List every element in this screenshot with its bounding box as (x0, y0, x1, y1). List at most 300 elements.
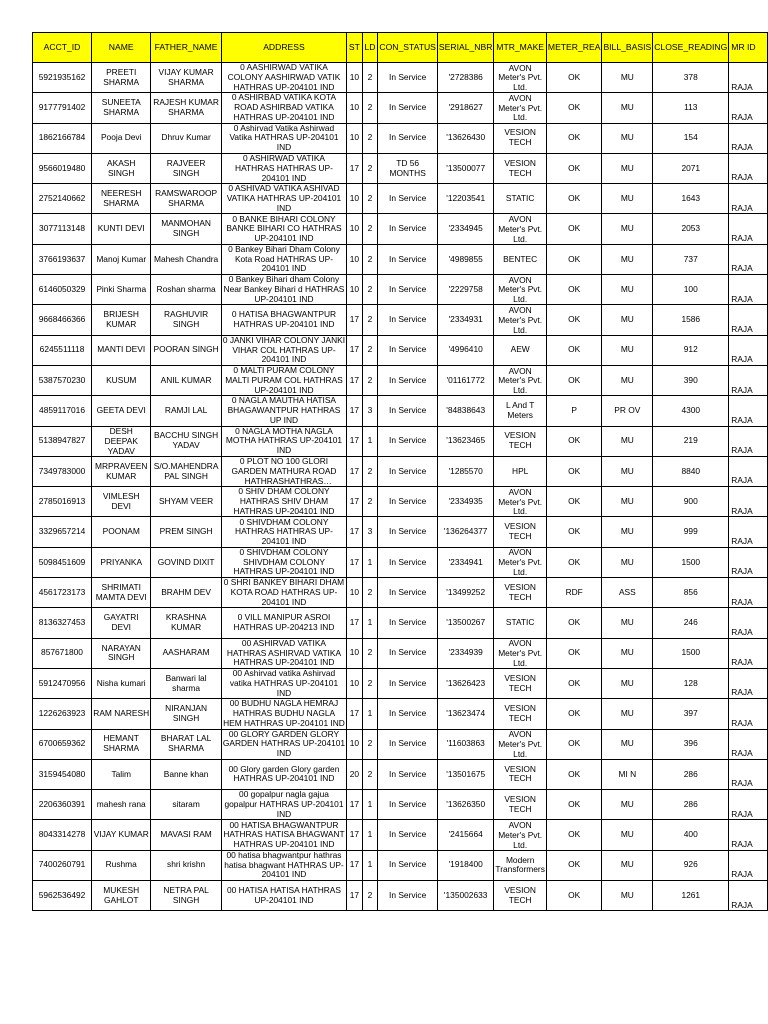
cell-mr-id (729, 790, 768, 820)
cell-acct-id (33, 790, 92, 820)
bill-basis-text: MU (620, 315, 634, 325)
cell-ld (362, 517, 378, 547)
con-status-text: In Service (389, 375, 427, 385)
mtr-make-text: VESION TECH (504, 673, 536, 693)
cell-serial-nbr (437, 456, 494, 486)
cell-mr-id (729, 820, 768, 850)
cell-con-status (378, 214, 438, 244)
meter-rea-text: OK (568, 648, 581, 658)
meter-rea-text: OK (568, 133, 581, 143)
cell-bill-basis (602, 699, 653, 729)
cell-ld (362, 214, 378, 244)
close-reading-text: 4300 (681, 406, 701, 416)
cell-st (347, 214, 362, 244)
cell-mr-id (729, 487, 768, 517)
cell-serial-nbr (437, 850, 494, 880)
acct-id-text: 7400260791 (38, 860, 86, 870)
address-text: 00 hatisa bhagwantpur hathras hatisa bhagwant HATHRAS UP-204101 IND (224, 850, 344, 880)
name-text: SUNEETA SHARMA (101, 98, 141, 117)
cell-mtr-make (494, 184, 546, 214)
cell-con-status (378, 850, 438, 880)
cell-acct-id (33, 608, 92, 638)
cell-address (221, 153, 346, 183)
con-status-text: In Service (389, 678, 427, 688)
cell-address (221, 426, 346, 456)
cell-bill-basis (602, 487, 653, 517)
mtr-make-text: BENTEC (503, 254, 538, 264)
cell-father-name (151, 638, 221, 668)
mtr-make-text: AVON Meter's Pvt. Ltd. (498, 93, 543, 122)
mr-id-text: RAJA (731, 203, 753, 213)
mr-id-text: RAJA (731, 870, 753, 880)
st-text: 17 (349, 799, 360, 809)
meter-rea-text: OK (568, 496, 581, 506)
cell-name (92, 820, 151, 850)
cell-mtr-make (494, 123, 546, 153)
cell-con-status (378, 335, 438, 365)
mtr-make-text: AVON Meter's Pvt. Ltd. (498, 63, 543, 92)
cell-address (221, 729, 346, 759)
cell-st (347, 426, 362, 456)
mr-id-text: RAJA (731, 537, 753, 546)
cell-mtr-make (494, 214, 546, 244)
cell-close-reading (653, 729, 729, 759)
cell-close-reading (653, 456, 729, 486)
father-name-text: Mahesh Chandra (153, 254, 219, 264)
bill-basis-text: MU (620, 436, 634, 446)
bill-basis-text: MU (620, 830, 634, 840)
ld-text: 2 (367, 315, 373, 325)
cell-ld (362, 729, 378, 759)
address-text: 0 PLOT NO 100 GLORI GARDEN MATHURA ROAD HATHRASHATHRAS (231, 457, 337, 486)
father-name-text: S/O.MAHENDRA PAL SINGH (153, 461, 219, 481)
cell-mr-id (729, 608, 768, 638)
con-status-text: In Service (389, 860, 427, 870)
father-name-text: RAMJI LAL (164, 406, 208, 416)
serial-nbr-text: '13626350 (446, 799, 486, 809)
bill-basis-text: MU (620, 345, 634, 355)
cell-con-status (378, 456, 438, 486)
cell-father-name (151, 790, 221, 820)
cell-acct-id (33, 487, 92, 517)
mr-id-text: RAJA (731, 627, 753, 637)
cell-bill-basis (602, 456, 653, 486)
cell-close-reading (653, 426, 729, 456)
con-status-text: In Service (389, 406, 427, 416)
father-name-text: GOVIND DIXIT (157, 557, 215, 567)
name-text: DESH DEEPAK YADAV (104, 427, 138, 456)
acct-id-text: 9668466366 (38, 315, 86, 325)
address-text: 00 GLORY GARDEN GLORY GARDEN HATHRAS UP-204101 IND (222, 729, 346, 759)
address-text: 0 HATISA BHAGWANTPUR HATHRAS UP-204101 IND (231, 310, 337, 330)
acct-id-text: 5921935162 (38, 72, 86, 82)
cell-meter-rea (546, 244, 602, 274)
cell-serial-nbr (437, 759, 494, 789)
table-row (33, 63, 768, 93)
bill-basis-text: MU (620, 375, 634, 385)
cell-name (92, 63, 151, 93)
st-text: 17 (349, 496, 360, 506)
acct-id-text: 5387570230 (38, 375, 86, 385)
cell-mtr-make (494, 517, 546, 547)
meter-rea-text: OK (568, 254, 581, 264)
cell-ld (362, 365, 378, 395)
mtr-make-text: Modern Transformers (495, 855, 545, 875)
st-text: 17 (349, 375, 360, 385)
address-text: 0 SHRI BANKEY BIHARI DHAM KOTA ROAD HATHRAS UP-204101 IND (223, 578, 345, 607)
con-status-text: In Service (389, 133, 427, 143)
cell-bill-basis (602, 608, 653, 638)
table-row (33, 184, 768, 214)
cell-father-name (151, 881, 221, 911)
cell-name (92, 729, 151, 759)
cell-address (221, 275, 346, 305)
cell-serial-nbr (437, 638, 494, 668)
con-status-text: TD 56 MONTHS (389, 158, 426, 178)
cell-father-name (151, 426, 221, 456)
ld-text: 2 (367, 224, 373, 234)
cell-mtr-make (494, 638, 546, 668)
cell-close-reading (653, 275, 729, 305)
cell-ld (362, 456, 378, 486)
cell-name (92, 396, 151, 426)
acct-id-text: 6245511118 (39, 345, 85, 355)
st-text: 17 (349, 436, 360, 446)
mr-id-text: RAJA (731, 173, 753, 183)
cell-name (92, 487, 151, 517)
name-text: VIMLESH DEVI (102, 492, 140, 511)
cell-con-status (378, 275, 438, 305)
col-header-name: NAME (92, 33, 151, 63)
serial-nbr-text: '135002633 (443, 890, 488, 900)
ld-text: 1 (367, 799, 373, 809)
cell-ld (362, 638, 378, 668)
cell-mtr-make (494, 487, 546, 517)
mr-id-text: RAJA (731, 688, 753, 698)
cell-address (221, 305, 346, 335)
ld-text: 1 (367, 618, 373, 628)
bill-basis-text: MU (620, 527, 634, 537)
cell-st (347, 93, 362, 123)
cell-bill-basis (602, 184, 653, 214)
cell-mr-id (729, 578, 768, 608)
cell-serial-nbr (437, 275, 494, 305)
cell-ld (362, 820, 378, 850)
mr-id-text: RAJA (731, 658, 753, 668)
close-reading-text: 926 (683, 860, 698, 870)
cell-bill-basis (602, 638, 653, 668)
con-status-text: In Service (389, 103, 427, 113)
cell-father-name (151, 668, 221, 698)
mr-id-text: RAJA (731, 476, 753, 486)
cell-close-reading (653, 517, 729, 547)
cell-address (221, 456, 346, 486)
cell-mr-id (729, 335, 768, 365)
cell-con-status (378, 699, 438, 729)
cell-mtr-make (494, 608, 546, 638)
cell-mr-id (729, 63, 768, 93)
cell-mr-id (729, 93, 768, 123)
bill-basis-text: MU (620, 163, 634, 173)
mtr-make-text: AVON Meter's Pvt. Ltd. (498, 639, 543, 668)
cell-ld (362, 668, 378, 698)
cell-meter-rea (546, 426, 602, 456)
cell-close-reading (653, 244, 729, 274)
st-text: 10 (349, 739, 360, 749)
cell-father-name (151, 63, 221, 93)
cell-st (347, 578, 362, 608)
cell-name (92, 244, 151, 274)
name-text: BRIJESH KUMAR (103, 310, 139, 330)
meter-rea-text: OK (568, 436, 581, 446)
cell-serial-nbr (437, 184, 494, 214)
cell-bill-basis (602, 365, 653, 395)
cell-meter-rea (546, 790, 602, 820)
meter-rea-text: OK (568, 527, 581, 537)
mtr-make-text: VESION TECH (504, 158, 536, 178)
cell-father-name (151, 123, 221, 153)
name-text: SHRIMATI MAMTA DEVI (95, 582, 147, 602)
close-reading-text: 999 (683, 527, 698, 537)
mr-id-text: RAJA (731, 900, 753, 910)
cell-st (347, 487, 362, 517)
con-status-text: In Service (389, 739, 427, 749)
cell-acct-id (33, 517, 92, 547)
cell-meter-rea (546, 729, 602, 759)
serial-nbr-text: '4989855 (448, 254, 483, 264)
cell-ld (362, 153, 378, 183)
cell-acct-id (33, 244, 92, 274)
cell-acct-id (33, 396, 92, 426)
bill-basis-text: MU (620, 678, 634, 688)
cell-mr-id (729, 759, 768, 789)
cell-ld (362, 275, 378, 305)
cell-close-reading (653, 153, 729, 183)
cell-name (92, 365, 151, 395)
st-text: 17 (349, 406, 360, 416)
father-name-text: Banne khan (163, 769, 209, 779)
meter-rea-text: OK (568, 284, 581, 294)
name-text: RAM NARESH (93, 709, 150, 718)
cell-meter-rea (546, 335, 602, 365)
cell-ld (362, 63, 378, 93)
ld-text: 3 (367, 527, 373, 537)
cell-mtr-make (494, 881, 546, 911)
serial-nbr-text: '13626430 (446, 133, 486, 143)
cell-close-reading (653, 547, 729, 577)
meter-rea-text: OK (568, 769, 581, 779)
con-status-text: In Service (389, 345, 427, 355)
mtr-make-text: HPL (512, 466, 529, 476)
acct-id-text: 4859117016 (39, 406, 85, 416)
bill-basis-text: MU (620, 133, 634, 143)
table-row (33, 396, 768, 426)
cell-meter-rea (546, 123, 602, 153)
cell-st (347, 517, 362, 547)
table-row (33, 699, 768, 729)
st-text: 17 (349, 890, 360, 900)
col-header-mr-id: MR ID (729, 33, 768, 63)
meter-rea-text: OK (568, 163, 581, 173)
acct-id-text: 2785016913 (38, 496, 86, 506)
con-status-text: In Service (389, 284, 427, 294)
bill-basis-text: MU (620, 618, 634, 628)
cell-st (347, 153, 362, 183)
cell-acct-id (33, 63, 92, 93)
serial-nbr-text: '136264377 (443, 527, 488, 537)
acct-id-text: 1226263923 (38, 709, 86, 718)
cell-bill-basis (602, 244, 653, 274)
father-name-text: RAMSWAROOP SHARMA (155, 189, 218, 208)
acct-id-text: 2752140662 (38, 193, 86, 203)
con-status-text: In Service (389, 648, 427, 658)
con-status-text: In Service (389, 769, 427, 779)
serial-nbr-text: '13501675 (446, 769, 486, 779)
cell-bill-basis (602, 850, 653, 880)
cell-close-reading (653, 820, 729, 850)
cell-close-reading (653, 608, 729, 638)
cell-con-status (378, 365, 438, 395)
ld-text: 2 (367, 466, 373, 476)
cell-ld (362, 881, 378, 911)
cell-acct-id (33, 729, 92, 759)
cell-serial-nbr (437, 214, 494, 244)
close-reading-text: 737 (683, 254, 698, 264)
cell-mtr-make (494, 396, 546, 426)
close-reading-text: 100 (683, 284, 698, 294)
col-header-bill-basis: BILL_BASIS (602, 33, 653, 63)
acct-id-text: 7349783000 (38, 466, 86, 476)
cell-close-reading (653, 93, 729, 123)
table-row (33, 790, 768, 820)
mr-id-text: RAJA (731, 415, 753, 425)
cell-name (92, 93, 151, 123)
bill-basis-text: MU (620, 799, 634, 809)
father-name-text: VIJAY KUMAR SHARMA (158, 67, 214, 87)
address-text: 0 JANKI VIHAR COLONY JANKI VIHAR COL HATHRAS UP-204101 IND (222, 335, 346, 365)
st-text: 10 (349, 133, 360, 143)
father-name-text: MANMOHAN SINGH (161, 219, 211, 239)
table-row (33, 456, 768, 486)
table-row (33, 244, 768, 274)
cell-acct-id (33, 638, 92, 668)
serial-nbr-text: '2334931 (448, 315, 483, 325)
cell-mr-id (729, 426, 768, 456)
table-row (33, 305, 768, 335)
father-name-text: sitaram (172, 799, 200, 809)
cell-father-name (151, 456, 221, 486)
ld-text: 2 (367, 345, 373, 355)
close-reading-text: 154 (683, 133, 698, 143)
cell-bill-basis (602, 578, 653, 608)
cell-name (92, 699, 151, 729)
mtr-make-text: VESION TECH (504, 885, 536, 905)
cell-name (92, 547, 151, 577)
acct-id-text: 9566019480 (38, 163, 86, 173)
cell-con-status (378, 608, 438, 638)
cell-close-reading (653, 578, 729, 608)
cell-acct-id (33, 305, 92, 335)
cell-bill-basis (602, 547, 653, 577)
cell-bill-basis (602, 275, 653, 305)
serial-nbr-text: '2334941 (448, 557, 483, 567)
mr-id-text: RAJA (731, 809, 753, 819)
mtr-make-text: VESION TECH (504, 431, 536, 451)
con-status-text: In Service (389, 466, 427, 476)
mr-id-text: RAJA (731, 567, 753, 577)
cell-mtr-make (494, 305, 546, 335)
meter-rea-text: OK (568, 557, 581, 567)
bill-basis-text: MU (620, 103, 634, 113)
serial-nbr-text: '4996410 (448, 345, 483, 355)
mr-id-text: RAJA (731, 264, 753, 274)
cell-serial-nbr (437, 578, 494, 608)
cell-name (92, 881, 151, 911)
father-name-text: MAVASI RAM (160, 830, 212, 840)
cell-serial-nbr (437, 881, 494, 911)
cell-mr-id (729, 214, 768, 244)
cell-address (221, 487, 346, 517)
cell-address (221, 638, 346, 668)
cell-father-name (151, 820, 221, 850)
cell-father-name (151, 184, 221, 214)
cell-acct-id (33, 426, 92, 456)
cell-name (92, 578, 151, 608)
close-reading-text: 8840 (681, 466, 701, 476)
cell-close-reading (653, 214, 729, 244)
serial-nbr-text: '1918400 (448, 860, 483, 870)
cell-con-status (378, 729, 438, 759)
col-header-acct-id: ACCT_ID (33, 33, 92, 63)
cell-bill-basis (602, 123, 653, 153)
cell-address (221, 214, 346, 244)
father-name-text: Dhruv Kumar (161, 133, 211, 143)
bill-basis-text: MU (620, 648, 634, 658)
meter-rea-text: OK (568, 709, 581, 718)
cell-serial-nbr (437, 487, 494, 517)
cell-meter-rea (546, 820, 602, 850)
cell-acct-id (33, 759, 92, 789)
cell-mtr-make (494, 426, 546, 456)
cell-name (92, 123, 151, 153)
cell-close-reading (653, 487, 729, 517)
cell-serial-nbr (437, 820, 494, 850)
mtr-make-text: AEW (510, 345, 530, 355)
mr-id-text: RAJA (731, 597, 753, 607)
father-name-text: BHARAT LAL SHARMA (160, 734, 212, 754)
cell-acct-id (33, 850, 92, 880)
con-status-text: In Service (389, 193, 427, 203)
cell-serial-nbr (437, 123, 494, 153)
serial-nbr-text: '2334939 (448, 648, 483, 658)
cell-name (92, 759, 151, 789)
meter-rea-text: OK (568, 860, 581, 870)
ld-text: 3 (367, 406, 373, 416)
ld-text: 2 (367, 163, 373, 173)
cell-mtr-make (494, 578, 546, 608)
cell-name (92, 426, 151, 456)
cell-address (221, 608, 346, 638)
cell-con-status (378, 123, 438, 153)
acct-id-text: 1862166784 (38, 133, 86, 143)
meter-rea-text: OK (568, 830, 581, 840)
st-text: 10 (349, 193, 360, 203)
bill-basis-text: MU (620, 284, 634, 294)
mr-id-text: RAJA (731, 839, 753, 849)
cell-father-name (151, 244, 221, 274)
mtr-make-text: AVON Meter's Pvt. Ltd. (498, 275, 543, 304)
cell-acct-id (33, 365, 92, 395)
